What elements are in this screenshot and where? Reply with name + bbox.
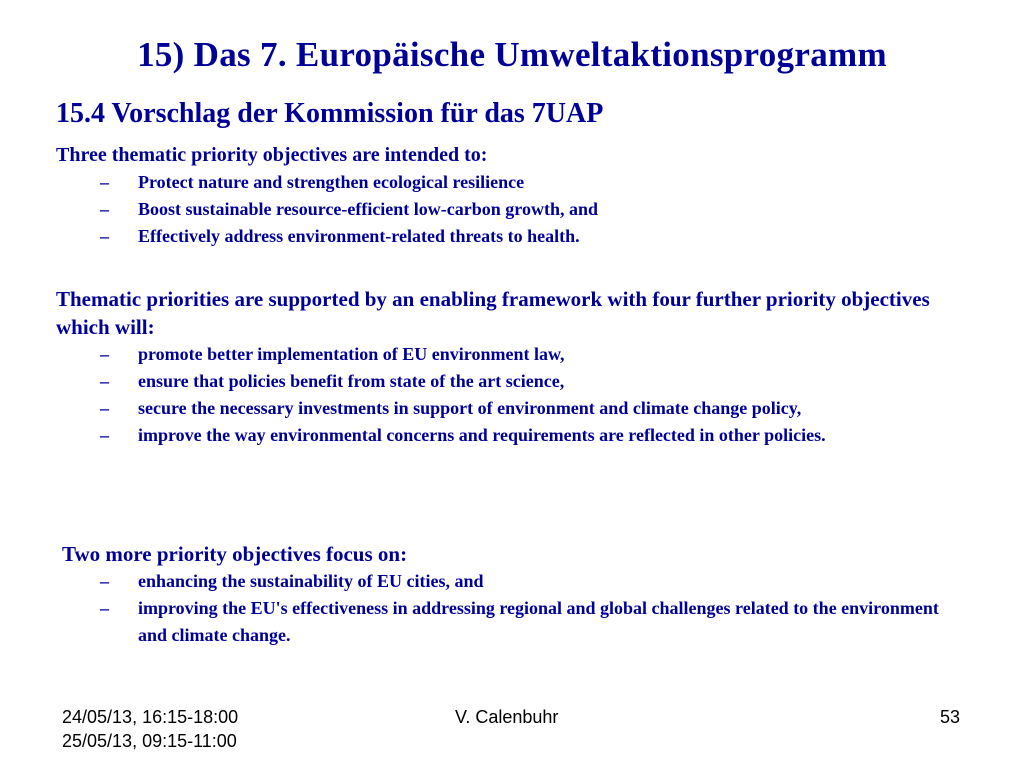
list-item <box>56 223 956 250</box>
footer-date-line: 24/05/13, 16:15-18:00 <box>62 707 239 727</box>
dash-bullet: – <box>100 571 109 591</box>
list-item-text: ensure that policies benefit from state of the art science, <box>138 371 565 391</box>
bullet-list <box>56 568 962 649</box>
slide-title: 15) Das 7. Europäische Umweltaktionsprogramm <box>137 35 887 74</box>
list-item-text: Effectively address environment-related threats to health. <box>138 226 580 246</box>
list-item <box>56 422 956 449</box>
list-item-text: Protect nature and strengthen ecological resilience <box>138 172 525 192</box>
dash-bullet: – <box>100 226 109 246</box>
list-item <box>56 395 956 422</box>
list-item-text: secure the necessary investments in support of environment and climate change policy, <box>138 398 802 418</box>
list-item <box>56 595 962 649</box>
section-thematic-objectives <box>56 141 956 250</box>
dash-bullet: – <box>100 598 109 618</box>
dash-bullet: – <box>100 425 109 445</box>
list-item-text: Boost sustainable resource-efficient low-carbon growth, and <box>138 199 598 219</box>
dash-bullet: – <box>100 199 109 219</box>
dash-bullet: – <box>100 172 109 192</box>
list-item-text: improving the EU's effectiveness in addressing regional and global challenges related to the environment and climate change. <box>138 598 939 645</box>
section-intro: Thematic priorities are supported by an enabling framework with four further priority objectives which will: <box>56 287 930 339</box>
footer-date-line: 25/05/13, 09:15-11:00 <box>62 731 237 751</box>
section-intro: Three thematic priority objectives are intended to: <box>56 144 488 166</box>
bullet-list <box>56 169 956 250</box>
dash-bullet: – <box>100 344 109 364</box>
dash-bullet: – <box>100 398 109 418</box>
footer-page-number: 53 <box>940 707 961 727</box>
list-item-text: improve the way environmental concerns and requirements are reflected in other policies. <box>138 425 826 445</box>
list-item <box>56 196 956 223</box>
section-intro: Two more priority objectives focus on: <box>62 542 408 566</box>
slide-subtitle: 15.4 Vorschlag der Kommission für das 7UAP <box>56 98 604 129</box>
dash-bullet: – <box>100 371 109 391</box>
section-enabling-framework <box>56 285 956 449</box>
section-further-objectives <box>62 540 962 649</box>
list-item <box>56 169 956 196</box>
footer-date <box>62 705 238 753</box>
bullet-list <box>56 341 956 449</box>
list-item-text: enhancing the sustainability of EU cities, and <box>138 571 484 591</box>
list-item <box>56 568 962 595</box>
list-item-text: promote better implementation of EU environment law, <box>138 344 565 364</box>
list-item <box>56 368 956 395</box>
list-item <box>56 341 956 368</box>
footer-author: V. Calenbuhr <box>455 707 559 727</box>
